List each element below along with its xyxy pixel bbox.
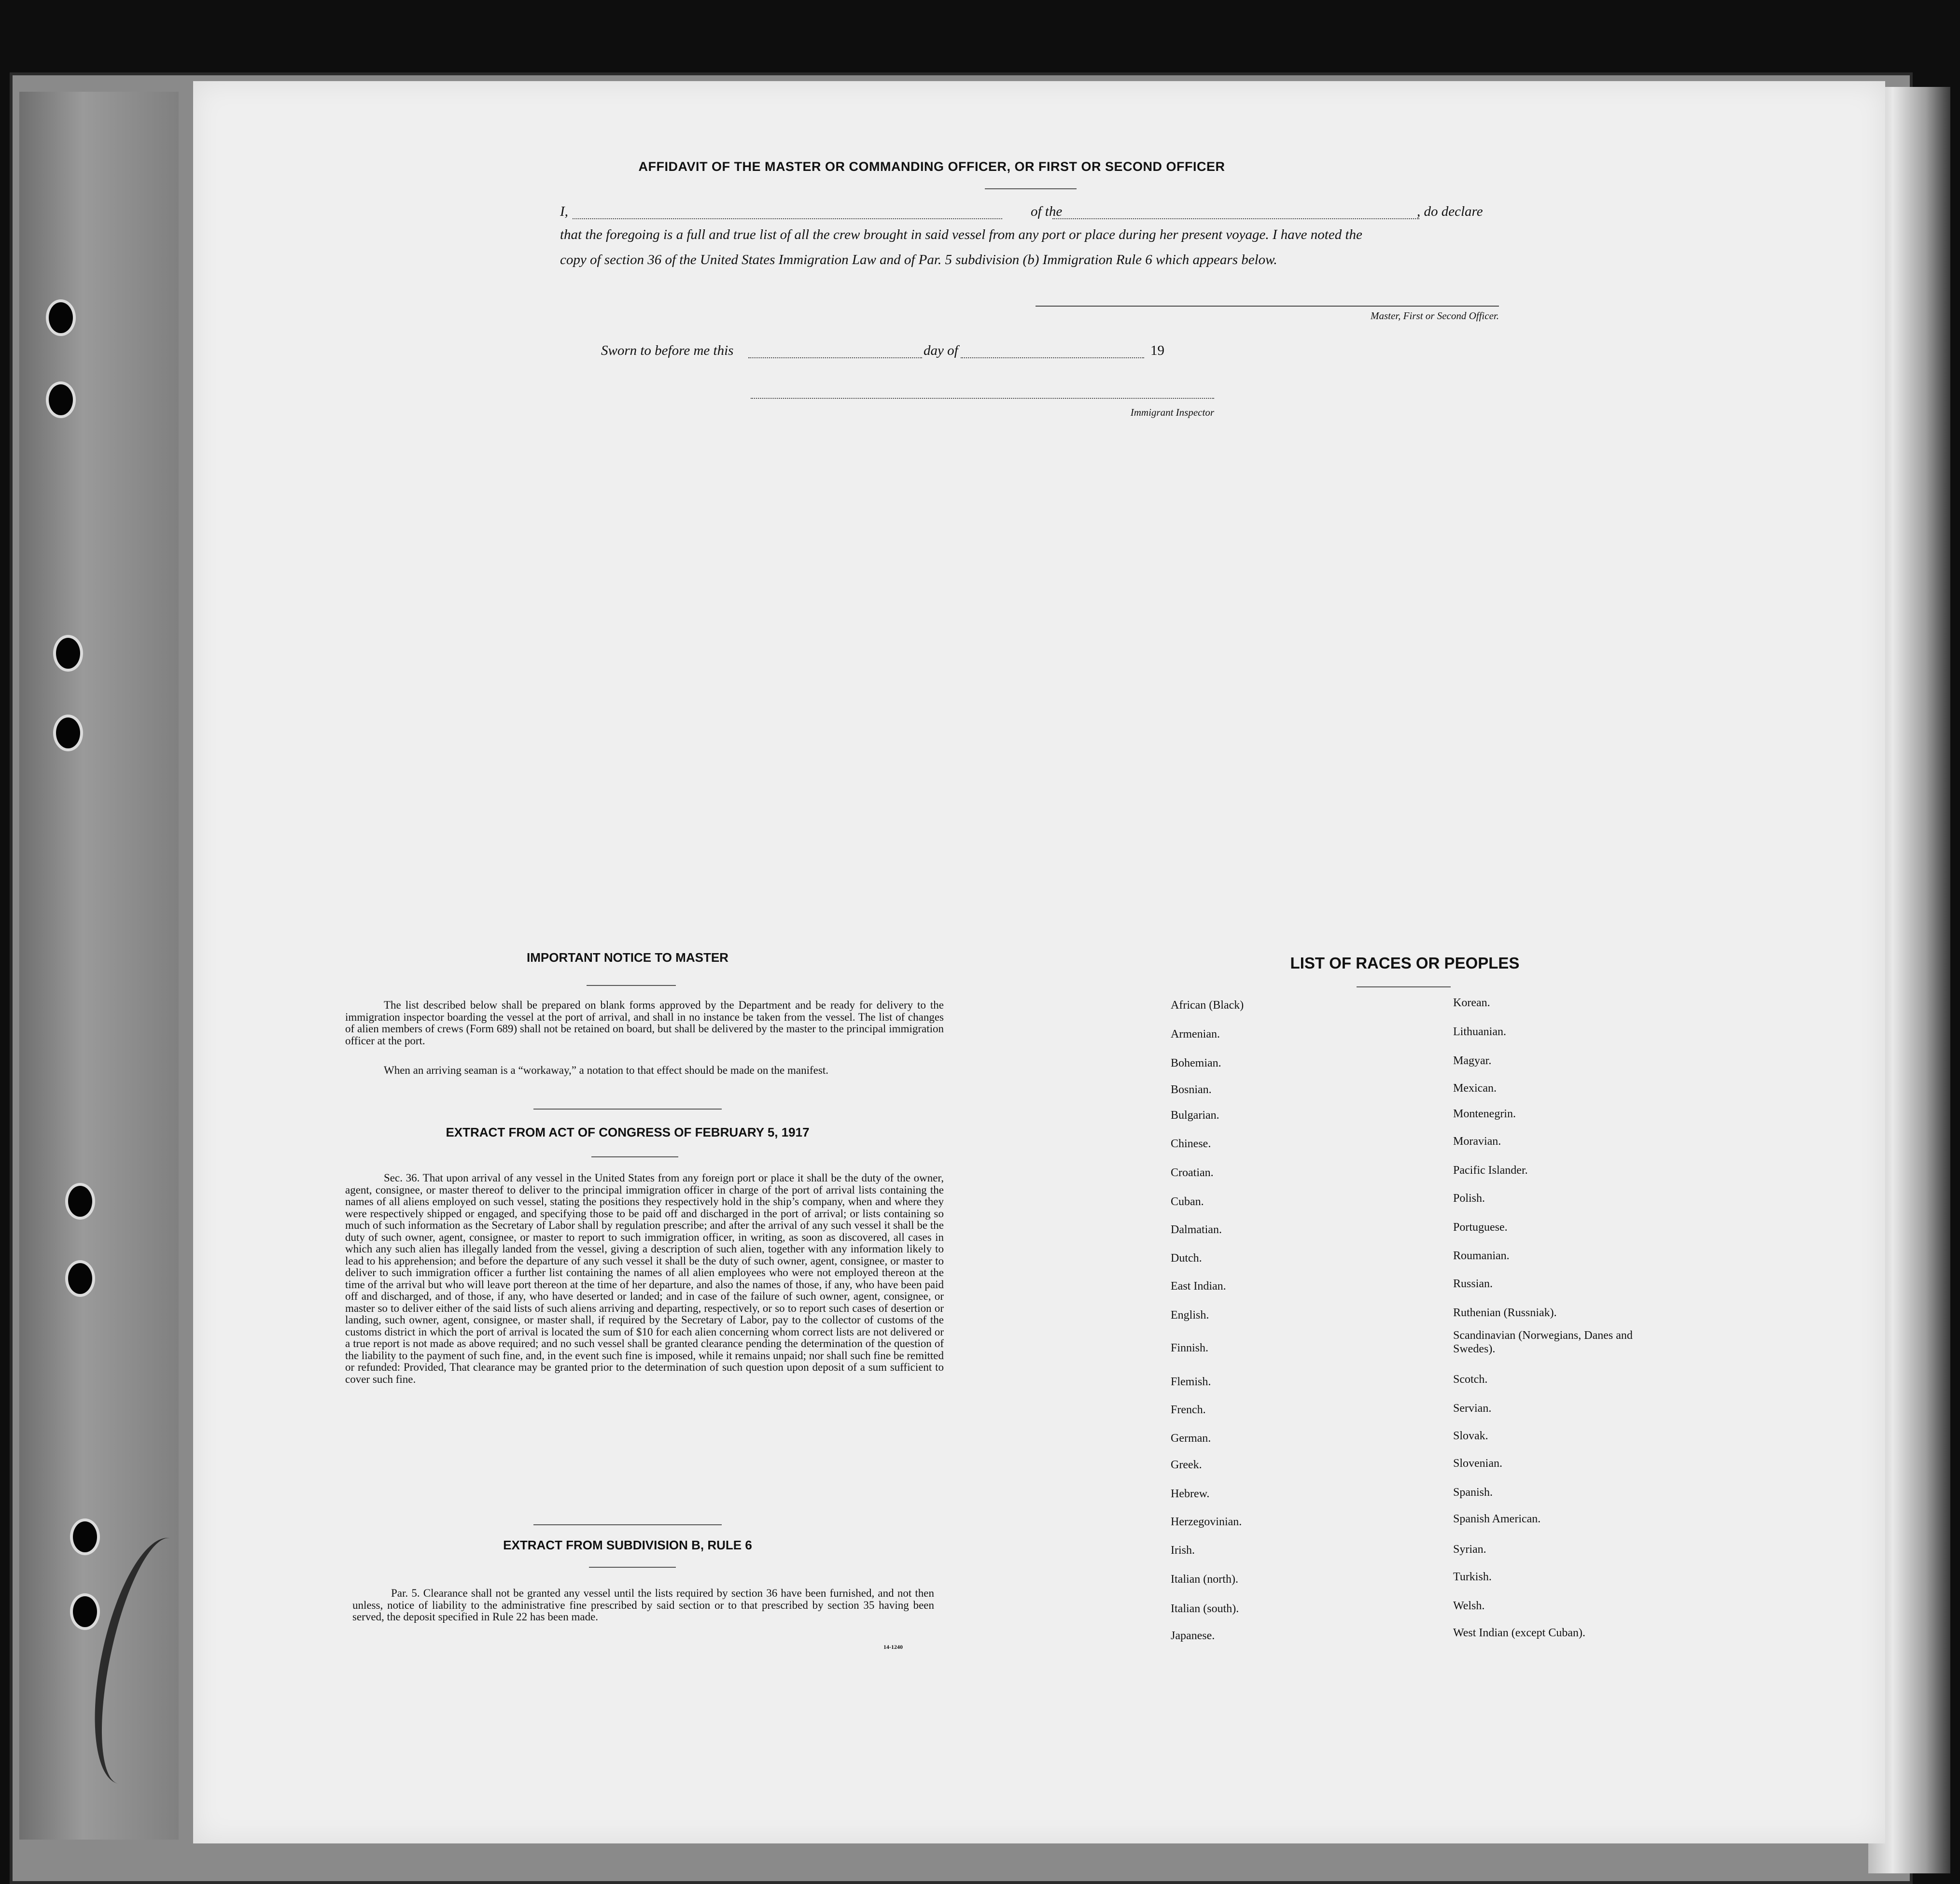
punch-hole	[46, 299, 76, 336]
notice-rule	[587, 985, 676, 986]
race-item: Cuban.	[1171, 1195, 1204, 1208]
race-item: French.	[1171, 1404, 1206, 1416]
race-item: West Indian (except Cuban).	[1453, 1627, 1585, 1639]
race-item: Slovenian.	[1453, 1457, 1502, 1470]
race-item: Spanish American.	[1453, 1513, 1541, 1525]
sworn-day-of: day of	[924, 343, 958, 358]
extract-rule-title: EXTRACT FROM SUBDIVISION B, RULE 6	[503, 1538, 752, 1552]
notice-paragraph: The list described below shall be prepared on blank forms approved by the Department and be ready for delivery to the immigration inspector boarding the vessel at the port of arrival, and shall in no instance be taken from the vessel. The list of changes of alien members of crews (Form 689) shall not be retained on board, but shall be delivered by the master to the principal immigration officer at the port.	[345, 999, 944, 1047]
race-item: Greek.	[1171, 1459, 1202, 1471]
race-item: Pacific Islander.	[1453, 1164, 1528, 1177]
punch-hole	[70, 1518, 100, 1555]
notice-workaway: When an arriving seaman is a “workaway,” a notation to that effect should be made on the manifest.	[384, 1064, 828, 1076]
race-item: Japanese.	[1171, 1630, 1215, 1642]
race-item: Roumanian.	[1453, 1250, 1510, 1262]
name-field[interactable]	[573, 218, 1002, 219]
race-item: Irish.	[1171, 1544, 1195, 1557]
race-item: Slovak.	[1453, 1430, 1488, 1442]
declaration-i: I,	[560, 204, 568, 219]
race-item: Portuguese.	[1453, 1221, 1508, 1234]
races-title-rule	[1357, 986, 1451, 987]
race-item: Italian (south).	[1171, 1603, 1239, 1615]
race-item: Hebrew.	[1171, 1488, 1210, 1500]
extract-act-title: EXTRACT FROM ACT OF CONGRESS OF FEBRUARY 5, 1917	[446, 1125, 810, 1139]
race-item: Moravian.	[1453, 1135, 1501, 1148]
race-item: Mexican.	[1453, 1082, 1497, 1095]
punch-hole	[65, 1260, 95, 1297]
race-item: Lithuanian.	[1453, 1026, 1506, 1038]
section-divider	[533, 1524, 722, 1525]
race-item: Bulgarian.	[1171, 1109, 1219, 1122]
race-item: Welsh.	[1453, 1600, 1485, 1612]
race-item: Ruthenian (Russniak).	[1453, 1307, 1557, 1319]
declaration-do-declare: , do declare	[1417, 204, 1483, 219]
sworn-date-field[interactable]	[748, 357, 922, 358]
race-item: Polish.	[1453, 1192, 1485, 1205]
race-item: Servian.	[1453, 1402, 1492, 1415]
race-item: African (Black)	[1171, 999, 1244, 1012]
race-item: East Indian.	[1171, 1280, 1226, 1293]
inspector-signature-field[interactable]	[751, 398, 1214, 399]
race-item: Korean.	[1453, 997, 1490, 1009]
race-item: Scotch.	[1453, 1373, 1488, 1386]
race-item: Russian.	[1453, 1278, 1493, 1290]
race-item: Syrian.	[1453, 1543, 1486, 1556]
race-item: Croatian.	[1171, 1167, 1214, 1179]
declaration-line-2: that the foregoing is a full and true list of all the crew brought in said vessel from any port or place during her present voyage. I have noted the	[560, 227, 1362, 242]
race-item: Flemish.	[1171, 1376, 1211, 1388]
sworn-month-field[interactable]	[961, 357, 1144, 358]
punch-hole	[53, 635, 83, 672]
rule-6-text: Par. 5. Clearance shall not be granted any vessel until the lists required by section 36 have been furnished, and not then unless, notice of liability to the administrative fine prescribed by said section or to that prescribed by section 35 having been served, the deposit specified in Rule 22 has been made.	[352, 1587, 934, 1623]
race-item: Italian (north).	[1171, 1573, 1238, 1586]
punch-hole	[46, 381, 76, 418]
inspector-caption: Immigrant Inspector	[1130, 407, 1214, 418]
race-item: Dalmatian.	[1171, 1223, 1222, 1236]
race-item: Herzegovinian.	[1171, 1516, 1242, 1528]
declaration-line-3: copy of section 36 of the United States Immigration Law and of Par. 5 subdivision (b) Immigration Rule 6 which appears below.	[560, 252, 1277, 267]
race-item: Chinese.	[1171, 1138, 1211, 1150]
sworn-year: 19	[1150, 343, 1164, 358]
race-item: Finnish.	[1171, 1342, 1209, 1354]
section-divider	[533, 1109, 722, 1110]
races-title: LIST OF RACES OR PEOPLES	[1290, 954, 1520, 972]
punch-hole	[65, 1183, 95, 1220]
race-item: Armenian.	[1171, 1028, 1220, 1040]
race-item: Bohemian.	[1171, 1057, 1221, 1069]
title-rule	[985, 188, 1077, 189]
race-item: English.	[1171, 1309, 1209, 1322]
declaration-of-the: of the	[1031, 204, 1063, 219]
signature-caption: Master, First or Second Officer.	[1371, 310, 1499, 322]
extract-rule-rule	[589, 1567, 676, 1568]
notice-title: IMPORTANT NOTICE TO MASTER	[527, 950, 728, 965]
officer-signature-field[interactable]	[1036, 306, 1499, 307]
race-item: Dutch.	[1171, 1252, 1202, 1265]
race-item: Scandinavian (Norwegians, Danes and Swedes).	[1453, 1329, 1633, 1355]
section-36-text: Sec. 36. That upon arrival of any vessel in the United States from any foreign port or place it shall be the duty of the owner, agent, consignee, or master thereof to deliver to the principal immigration officer in charge of the port of arrival lists containing the names of all aliens employed on such vessel, stating the positions they respectively hold in the ship’s company, when and where they were respectively shipped or engaged, and specifying those to be paid off and discharged in the port of arrival; or lists containing so much of such information as the Secretary of Labor shall by regulation prescribe; and after the arrival of any such vessel it shall be the duty of such owner, agent, consignee, or master to report to such immigration officer, in writing, as soon as discovered, all cases in which any such alien has illegally landed from the vessel, giving a description of such alien, together with any information likely to lead to his apprehension; and before the departure of any such vessel it shall be the duty of such owner, agent, consignee, or master to deliver to such immigration officer a further list containing the names of all alien employees who were not employed thereon at the time of the arrival but who will leave port thereon at the time of her departure, and also the names of those, if any, who have been paid off and discharged, and of those, if any, who have deserted or landed; and in case of the failure of such owner, agent, consignee, or master so to deliver either of the said lists of such aliens arriving and departing, respectively, or so to report such cases of desertion or landing, such owner, agent, consignee, or master shall, if required by the Secretary of Labor, pay to the collector of customs of the customs district in which the port of arrival is located the sum of $10 for each alien concerning whom correct lists are not delivered or a true report is not made as above required; and no such vessel shall be granted clearance pending the determination of the question of the liability to the payment of such fine, and, in the event such fine is imposed, while it remains unpaid; nor shall such fine be remitted or refunded: Provided, That clearance may be granted prior to the determination of such question upon deposit of a sum sufficient to cover such fine.	[345, 1172, 944, 1385]
race-item: Turkish.	[1453, 1571, 1492, 1583]
sworn-prefix: Sworn to before me this	[601, 343, 734, 358]
affidavit-title: AFFIDAVIT OF THE MASTER OR COMMANDING OFFICER, OR FIRST OR SECOND OFFICER	[638, 159, 1225, 174]
race-item: German.	[1171, 1432, 1211, 1445]
race-item: Bosnian.	[1171, 1083, 1212, 1096]
race-item: Spanish.	[1453, 1486, 1493, 1499]
punch-hole	[53, 715, 83, 751]
vessel-field[interactable]	[1052, 218, 1419, 219]
form-number: 14-1240	[883, 1644, 903, 1650]
extract-act-rule	[591, 1156, 678, 1157]
punch-hole	[70, 1593, 100, 1630]
race-item: Montenegrin.	[1453, 1108, 1516, 1120]
race-item: Magyar.	[1453, 1054, 1492, 1067]
